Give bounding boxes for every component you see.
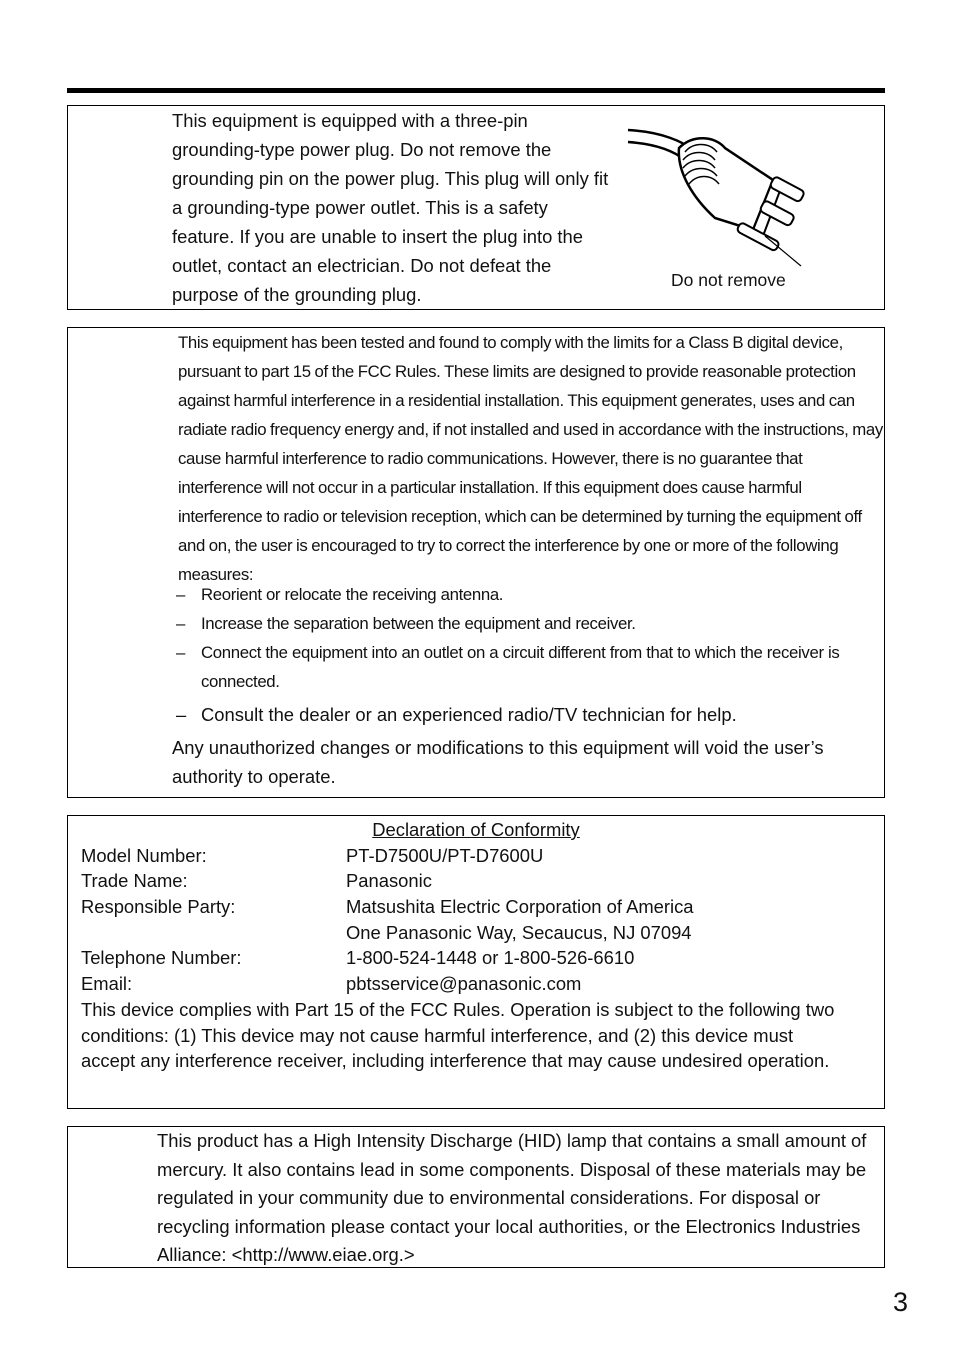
grounding-notice-text: This equipment is equipped with a three-pin grounding-type power plug. Do not remove the grounding pin on the power plug. This plug will only fit a grounding-type power outlet. This is a safety feature. If you are unable to insert the plug into the outlet, contact an electrician. Do not defeat the purpose of the grounding plug. [172,110,609,305]
unauthorized-changes-note: Any unauthorized changes or modifications to this equipment will void the user’s authority to operate. [172,737,824,787]
fcc-paragraph: This equipment has been tested and found to comply with the limits for a Class B digital device, pursuant to part 15 of the FCC Rules. These limits are designed to provide reasonable protection against harmful interference in a residential installation. This equipment generates, uses and can radiate radio frequency energy and, if not installed and used in accordance with the instructions, may cause harmful interference to radio communications. However, there is no guarantee that interference will not occur in a particular installation. If this equipment does cause harmful interference to radio or television reception, which can be determined by turning the equipment off and on, the user is encouraged to try to correct the interference by one or more of the following measures: [178,333,883,584]
page-number: 3 [893,1287,909,1317]
measures-list [176,580,880,696]
list-item: – Reorient or relocate the receiving antenna. [176,585,504,604]
declaration-title: Declaration of Conformity [372,819,580,840]
fcc-notice-box [67,327,885,798]
top-rule [67,88,885,93]
declaration-box: Declaration of Conformity Model Number: PT-D7500U/PT-D7600U Trade Name: Panasonic Responsible Party: Matsushita Electric Corporation of America One Panasonic Way, Secaucus, NJ 07094 Telephone Number: 1-800-524-1448 or 1-800-526-6610 Email: pbtsservice@panasonic.com This device complies with Part 15 of the FCC Rules. Operation is subject to the following two conditions: (1) This device may not cause harmful interference, and (2) this device must accept any interference receiver, including interference that may cause undesired operation. [67,815,885,1109]
list-item: – Connect the equipment into an outlet on a circuit different from that to which the receiver is connected. [176,643,840,691]
consult-item: – Consult the dealer or an experienced radio/TV technician for help. [176,704,737,725]
figure-caption: Do not remove [671,270,786,290]
grounding-notice-box [67,105,885,310]
list-item: – Increase the separation between the equipment and receiver. [176,614,636,633]
compliance-statement: This device complies with Part 15 of the FCC Rules. Operation is subject to the following two conditions: (1) This device may not cause harmful interference, and (2) this device must accept any interference receiver, including interference that may cause undesired operation. [81,999,835,1071]
hid-lamp-notice-box [67,1126,885,1268]
hid-lamp-notice-text: This product has a High Intensity Discharge (HID) lamp that contains a small amount of mercury. It also contains lead in some components. Disposal of these materials may be regulated in your community due to environmental considerations. For disposal or recycling information please contact your local authorities, or the Electronics Industries Alliance: <http://www.eiae.org.> [157,1130,867,1265]
grounding-plug-illustration [623,118,823,268]
